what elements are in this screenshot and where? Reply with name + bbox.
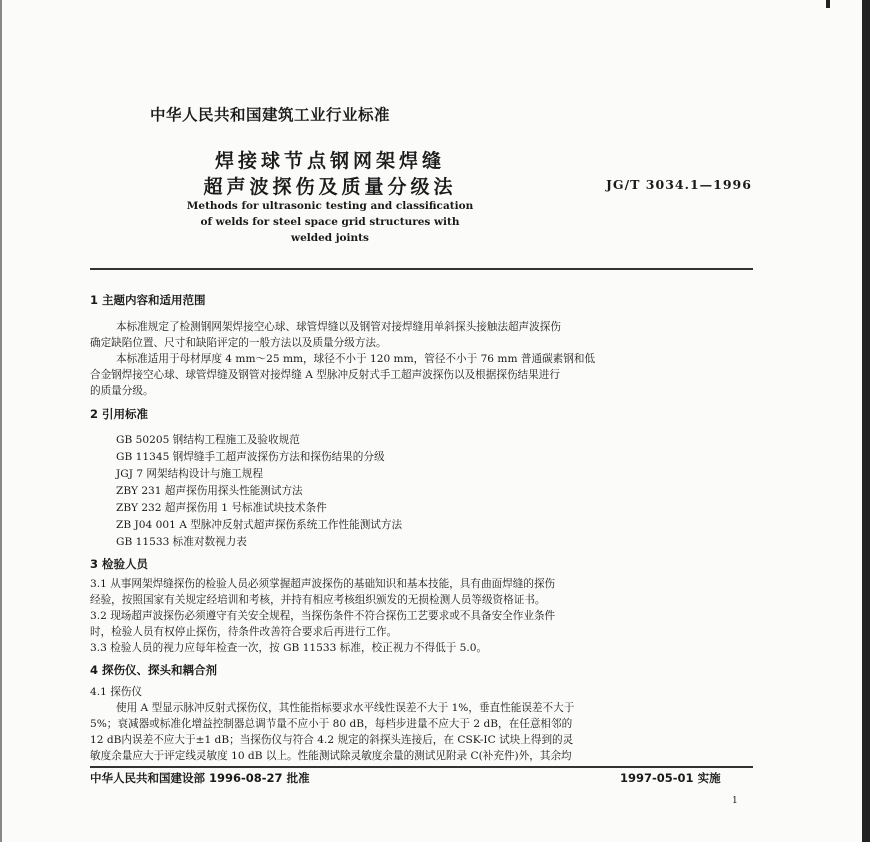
s1-p2-line1: 本标准适用于母材厚度 4 mm～25 mm，球径不小于 120 mm，管径不小于 76 mm 普通碳素钢和低 [116,353,596,365]
s3-p1-line1: 3.1 从事网架焊缝探伤的检验人员必须掌握超声波探伤的基础知识和基本技能，具有曲面焊缝的探伤 [90,578,556,590]
org-standard-title: 中华人民共和国建筑工业行业标准 [150,106,391,124]
s1-p1-line1: 本标准规定了检测钢网架焊接空心球、球管焊缝以及钢管对接焊缝用单斜探头接触法超声波探伤 [116,321,561,333]
doc-title-line1: 焊接球节点钢网架焊缝 [214,150,445,172]
english-title-line3: welded joints [291,232,369,244]
standard-number: JG/T 3034.1—1996 [606,177,752,192]
reference-item: JGJ 7 网架结构设计与施工规程 [116,468,263,480]
scan-mark [826,0,830,8]
reference-item: ZBY 232 超声探伤用 1 号标准试块技术条件 [116,502,327,514]
s4-p1-line2: 5%；衰减器或标准化增益控制器总调节量不应小于 80 dB，每档步进量不应大于 2 dB，在任意相邻的 [90,718,573,730]
s4-p1-line1: 使用 A 型显示脉冲反射式探伤仪，其性能指标要求水平线性误差不大于 1%，垂直性能误差不大于 [116,702,575,714]
s3-p3-line1: 3.3 检验人员的视力应每年检查一次，按 GB 11533 标准，校正视力不得低于 5.0。 [90,642,488,654]
section-3-heading: 3 检验人员 [90,557,149,571]
header-rule [90,268,753,270]
page-number: 1 [732,796,738,806]
s1-p1-line2: 确定缺陷位置、尺寸和缺陷评定的一般方法以及质量分级方法。 [90,337,387,349]
scan-edge-right [862,0,870,842]
footer-rule [90,766,753,768]
english-title-line2: of welds for steel space grid structures with [200,216,460,228]
section-1-heading: 1 主题内容和适用范围 [90,293,206,307]
s4-subheading-4-1: 4.1 探伤仪 [90,686,142,698]
s1-p2-line3: 的质量分级。 [90,385,154,397]
section-2-heading: 2 引用标准 [90,407,149,421]
reference-item: ZB J04 001 A 型脉冲反射式超声探伤系统工作性能测试方法 [116,519,403,531]
scan-edge-left [0,0,2,842]
s4-p1-line3: 12 dB内误差不应大于±1 dB；当探伤仪与符合 4.2 规定的斜探头连接后，在 CSK-ⅠC 试块上得到的灵 [90,734,574,746]
implementation-line: 1997-05-01 实施 [620,771,721,785]
section-4-heading: 4 探伤仪、探头和耦合剂 [90,663,218,677]
s3-p1-line2: 经验，按照国家有关规定经培训和考核，并持有相应考核组织颁发的无损检测人员等级资格证书。 [90,594,546,606]
s1-p2-line2: 合金钢焊接空心球、球管焊缝及钢管对接焊缝 A 型脉冲反射式手工超声波探伤以及根据探伤结果进行 [90,369,560,381]
s4-p1-line4: 敏度余量应大于评定线灵敏度 10 dB 以上。性能测试除灵敏度余量的测试见附录 C(补充件)外，其余均 [90,750,572,762]
s3-p2-line2: 时，检验人员有权停止探伤，待条件改善符合要求后再进行工作。 [90,626,398,638]
approval-line: 中华人民共和国建设部 1996-08-27 批准 [90,771,310,785]
reference-item: GB 11533 标准对数视力表 [116,536,247,548]
english-title-line1: Methods for ultrasonic testing and classification [186,200,474,212]
s3-p2-line1: 3.2 现场超声波探伤必须遵守有关安全规程，当探伤条件不符合探伤工艺要求或不具备安全作业条件 [90,610,556,622]
reference-item: ZBY 231 超声探伤用探头性能测试方法 [116,485,303,497]
reference-item: GB 50205 钢结构工程施工及验收规范 [116,434,300,446]
reference-item: GB 11345 钢焊缝手工超声波探伤方法和探伤结果的分级 [116,451,385,463]
doc-title-line2: 超声波探伤及质量分级法 [203,176,457,198]
